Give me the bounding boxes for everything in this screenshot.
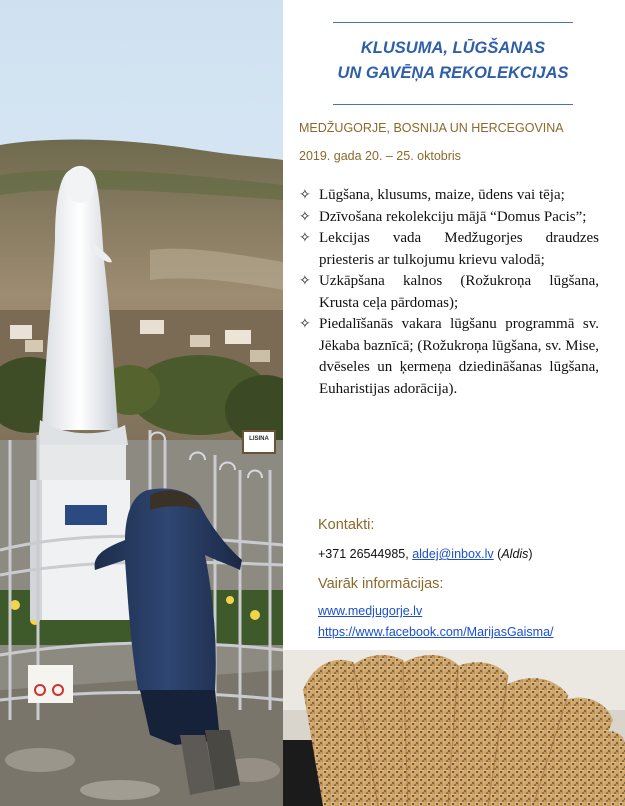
list-item: ✧ Uzkāpšana kalnos (Rožukroņa lūgšana, Krusta ceļa pārdomas); [299, 273, 599, 311]
four-point-star-icon: ✧ [299, 317, 311, 332]
contact-line: +371 26544985, aldej@inbox.lv (Aldis) [318, 547, 533, 561]
location-heading: MEDŽUGORJE, BOSNIJA UN HERCEGOVINA [299, 121, 564, 135]
contact-name: Aldis [501, 547, 529, 561]
more-info-heading: Vairāk informācijas: [318, 576, 444, 592]
four-point-star-icon: ✧ [299, 231, 311, 246]
facebook-link[interactable]: https://www.facebook.com/MarijasGaisma/ [318, 625, 554, 639]
four-point-star-icon: ✧ [299, 209, 311, 225]
phone-number: +371 26544985, [318, 547, 413, 561]
contacts-heading: Kontakti: [318, 517, 375, 533]
page-title [303, 36, 603, 86]
top-divider [333, 22, 573, 23]
bottom-divider [333, 104, 573, 105]
event-dates: 2019. gada 20. – 25. oktobris [299, 149, 461, 163]
website-link[interactable]: www.medjugorje.lv [318, 604, 423, 618]
sign-text: LISINA [249, 436, 269, 442]
list-item: ✧ Lūgšana, klusums, maize, ūdens vai tēja; [299, 185, 599, 207]
info-column [283, 0, 625, 650]
four-point-star-icon: ✧ [299, 188, 311, 203]
bread-photo [283, 650, 625, 806]
four-point-star-icon: ✧ [299, 274, 311, 289]
list-item: ✧ Dzīvošana rekolekciju mājā “Domus Pacis”; [299, 207, 599, 229]
list-item: ✧ Lekcijas vada Medžugorjes draudzes priesteris ar tulkojumu krievu valodā; [299, 230, 599, 268]
title-line-1: KLUSUMA, LŪGŠANAS [360, 39, 546, 57]
program-list [299, 185, 599, 400]
email-link[interactable]: aldej@inbox.lv [412, 547, 494, 561]
statue-photo [0, 0, 283, 806]
list-item: ✧ Piedalīšanās vakara lūgšanu programmā sv. Jēkaba baznīcā; (Rožukroņa lūgšana, sv. Mise, dvēseles un ķermeņa dziedināšanas lūgšana, Euharistijas adorācija). [299, 316, 599, 397]
title-line-2: UN GAVĒŅA REKOLEKCIJAS [337, 64, 569, 82]
